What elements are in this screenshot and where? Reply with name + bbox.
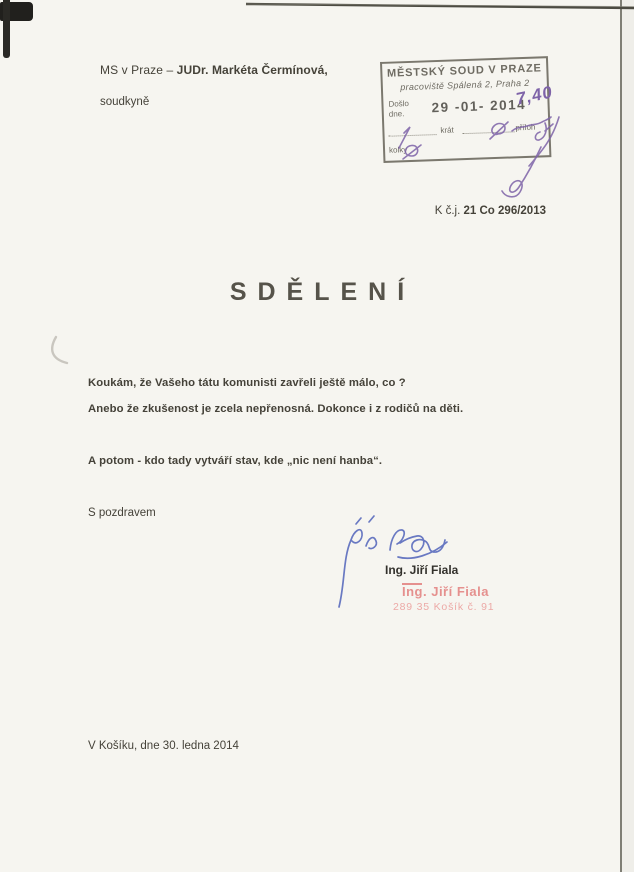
scan-edge-shading bbox=[622, 0, 634, 872]
stamp-court-address: pracoviště Spálená 2, Praha 2 bbox=[400, 77, 530, 93]
scan-corner-bar bbox=[3, 0, 10, 58]
court-receipt-stamp bbox=[380, 56, 551, 163]
case-reference bbox=[0, 205, 546, 217]
body-line-3: A potom - kdo tady vytváří stav, kde „nic není hanba“. bbox=[88, 455, 383, 467]
case-reference-label: K č.j. bbox=[434, 205, 464, 217]
stamp-received-date: 29 -01- 2014 bbox=[431, 96, 527, 116]
stamp-krat-label: krát bbox=[440, 125, 454, 135]
stamp-dotted-leader bbox=[462, 130, 514, 134]
stamp-court-name: MĚSTSKÝ SOUD V PRAZE bbox=[386, 62, 542, 80]
place-and-date: V Košíku, dne 30. ledna 2014 bbox=[88, 740, 239, 752]
scan-right-edge-line bbox=[620, 0, 622, 872]
signatory-printed-name: Ing. Jiří Fiala bbox=[385, 563, 459, 577]
handwritten-fee-amount: 7,40 bbox=[514, 82, 555, 109]
stamp-received-label-2: dne. bbox=[388, 109, 405, 119]
sender-judge-name: JUDr. Markéta Čermínová, bbox=[176, 63, 328, 77]
stamp-kolky-label: kolky bbox=[388, 145, 408, 155]
stamp-priloh-label: příloh bbox=[515, 122, 536, 133]
body-line-1: Koukám, že Vašeho tátu komunisti zavřeli ještě málo, co ? bbox=[88, 377, 406, 389]
closing-salutation: S pozdravem bbox=[88, 507, 156, 519]
sender-role: soudkyně bbox=[100, 96, 150, 108]
sender-court: MS v Praze – bbox=[100, 63, 177, 77]
sender-line bbox=[100, 63, 328, 77]
red-stamp-address: 289 35 Košík č. 91 bbox=[393, 601, 495, 613]
case-reference-number: 21 Co 296/2013 bbox=[463, 205, 546, 217]
body-line-2: Anebo že zkušenost je zcela nepřenosná. Dokonce i z rodičů na děti. bbox=[88, 403, 464, 415]
document-title: SDĚLENÍ bbox=[229, 278, 416, 306]
red-stamp-name: Ing. Jiří Fiala bbox=[402, 584, 489, 599]
stamp-received-label: Došlo bbox=[388, 99, 410, 109]
stamp-dotted-leader bbox=[389, 133, 437, 137]
